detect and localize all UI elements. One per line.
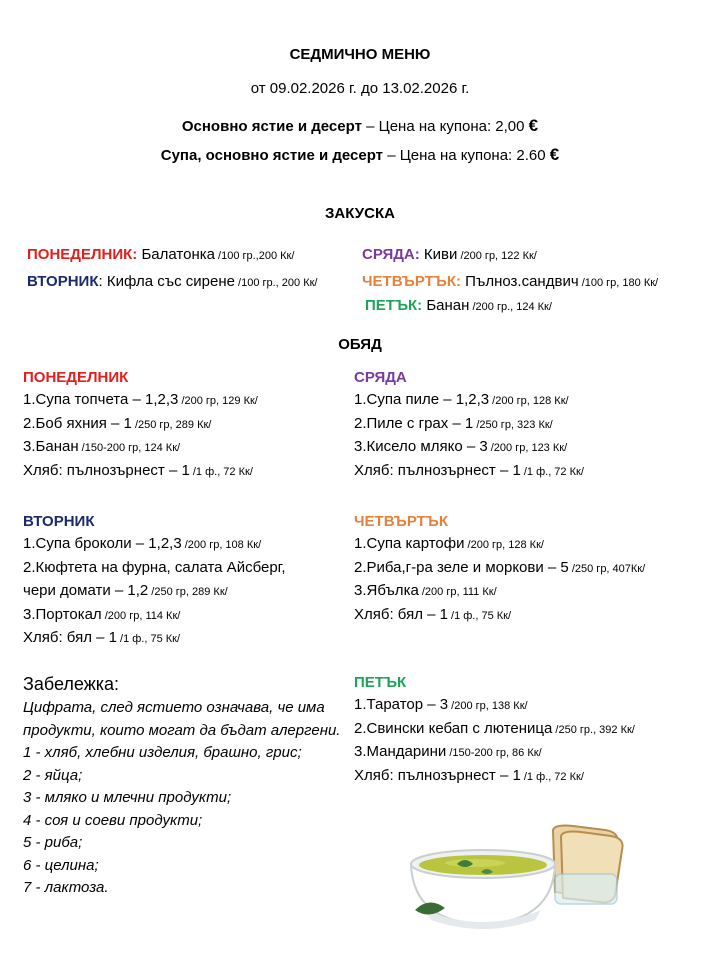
lunch-heading: ОБЯД — [338, 336, 382, 353]
allergen-item: 5 - риба; — [23, 834, 83, 851]
lunch-fri — [354, 674, 635, 788]
menu-item: 2.Риба,г-ра зеле и моркови – 5 /250 гр, 407Кк/ — [354, 558, 646, 576]
menu-item: 3.Кисело мляко – 3 /200 гр, 123 Кк/ — [354, 438, 568, 455]
breakfast-mon — [27, 246, 294, 263]
day-heading: ПЕТЪК — [354, 674, 407, 691]
note-intro: Цифрата, след ястието означава, че има продукти, които могат да бъдат алергени. — [23, 699, 341, 739]
price-label: Основно ястие и десерт — [181, 118, 362, 135]
allergen-item: 3 - мляко и млечни продукти; — [23, 789, 232, 806]
food: Банан — [422, 297, 470, 314]
menu-item: Хляб: бял – 1 /1 ф., 75 Кк/ — [23, 629, 181, 646]
menu-title: СЕДМИЧНО МЕНЮ — [289, 46, 431, 63]
lunch-thu — [354, 513, 645, 627]
price-label: Супа, основно ястие и десерт — [160, 147, 384, 164]
menu-item: 1.Таратор – 3 /200 гр, 138 Кк/ — [354, 696, 528, 713]
euro-sign: € — [549, 145, 560, 164]
food: : Кифла със сирене — [98, 273, 235, 290]
menu-item: Хляб: пълнозърнест – 1 /1 ф., 72 Кк/ — [354, 766, 584, 784]
allergen-item: 4 - соя и соеви продукти; — [23, 811, 203, 829]
food-info: /200 гр., 124 Кк/ — [469, 301, 552, 313]
food-info: /200 гр, 122 Кк/ — [457, 250, 537, 262]
food-info: /100 гр.,200 Кк/ — [214, 250, 295, 262]
soup-bowl-icon — [411, 850, 555, 929]
breakfast-thu — [362, 273, 658, 290]
breakfast-fri — [365, 297, 552, 314]
allergen-note — [23, 674, 345, 900]
price-text: – Цена на купона: 2,00 — [361, 118, 525, 135]
breakfast-wed — [362, 246, 537, 263]
price-text: – Цена на купона: 2.60 — [383, 147, 546, 164]
day-label: ВТОРНИК — [27, 273, 99, 290]
menu-item: 1.Супа топчета – 1,2,3 /200 гр, 129 Кк/ — [23, 391, 258, 408]
menu-item: Хляб: пълнозърнест – 1 /1 ф., 72 Кк/ — [354, 461, 584, 479]
soup-bread-illustration — [405, 822, 635, 934]
menu-item: чери домати – 1,2 /250 гр, 289 Кк/ — [23, 582, 228, 599]
menu-item: 2.Кюфтета на фурна, салата Айсберг, — [23, 558, 286, 576]
menu-item: Хляб: бял – 1 /1 ф., 75 Кк/ — [354, 605, 512, 623]
menu-item: 2.Пиле с грах – 1 /250 гр, 323 Кк/ — [354, 414, 553, 432]
day-label: СРЯДА: — [362, 246, 420, 263]
menu-item: Хляб: пълнозърнест – 1 /1 ф., 72 Кк/ — [23, 461, 253, 479]
menu-item: 1.Супа картофи /200 гр, 128 Кк/ — [354, 535, 544, 552]
allergen-item: 2 - яйца; — [23, 766, 83, 784]
food-info: /100 гр, 180 Кк/ — [578, 277, 659, 289]
food: Пълноз.сандвич — [461, 273, 579, 290]
menu-item: 2.Свински кебап с лютеница /250 гр., 392 Кк/ — [354, 719, 635, 737]
price-line-1 — [0, 116, 720, 136]
day-label: ЧЕТВЪРТЪК: — [362, 273, 462, 290]
lunch-wed — [354, 369, 584, 483]
lunch-mon — [23, 369, 258, 483]
menu-item: 1.Супа пиле – 1,2,3 /200 гр, 128 Кк/ — [354, 391, 569, 408]
price-line-2 — [0, 145, 720, 165]
menu-item: 1.Супа броколи – 1,2,3 /200 гр, 108 Кк/ — [23, 535, 262, 552]
menu-item: 3.Портокал /200 гр, 114 Кк/ — [23, 605, 181, 623]
euro-sign: € — [528, 116, 539, 135]
food-info: /100 гр., 200 Кк/ — [234, 277, 318, 289]
menu-item: 3.Банан /150-200 гр, 124 Кк/ — [23, 438, 181, 455]
menu-item: 3.Ябълка /200 гр, 111 Кк/ — [354, 582, 497, 599]
day-label: ПОНЕДЕЛНИК: — [27, 246, 138, 263]
allergen-item: 6 - целина; — [23, 856, 99, 874]
allergen-item: 1 - хляб, хлебни изделия, брашно, грис; — [23, 744, 302, 761]
menu-item: 2.Боб яхния – 1 /250 гр, 289 Кк/ — [23, 414, 212, 432]
bread-icon — [553, 826, 623, 905]
day-heading: ВТОРНИК — [23, 513, 95, 530]
note-heading: Забележка: — [23, 674, 120, 694]
breakfast-tue — [27, 273, 317, 290]
lunch-tue — [23, 513, 286, 651]
date-range: от 09.02.2026 г. до 13.02.2026 г. — [250, 80, 470, 97]
menu-item: 3.Мандарини /150-200 гр, 86 Кк/ — [354, 743, 542, 760]
day-heading: СРЯДА — [354, 369, 407, 386]
allergen-item: 7 - лактоза. — [23, 879, 109, 896]
breakfast-heading: ЗАКУСКА — [325, 205, 395, 222]
food: Киви — [419, 246, 458, 263]
day-heading: ПОНЕДЕЛНИК — [23, 369, 129, 386]
food: Балатонка — [137, 246, 215, 263]
day-heading: ЧЕТВЪРТЪК — [354, 513, 449, 530]
day-label: ПЕТЪК: — [365, 297, 423, 314]
